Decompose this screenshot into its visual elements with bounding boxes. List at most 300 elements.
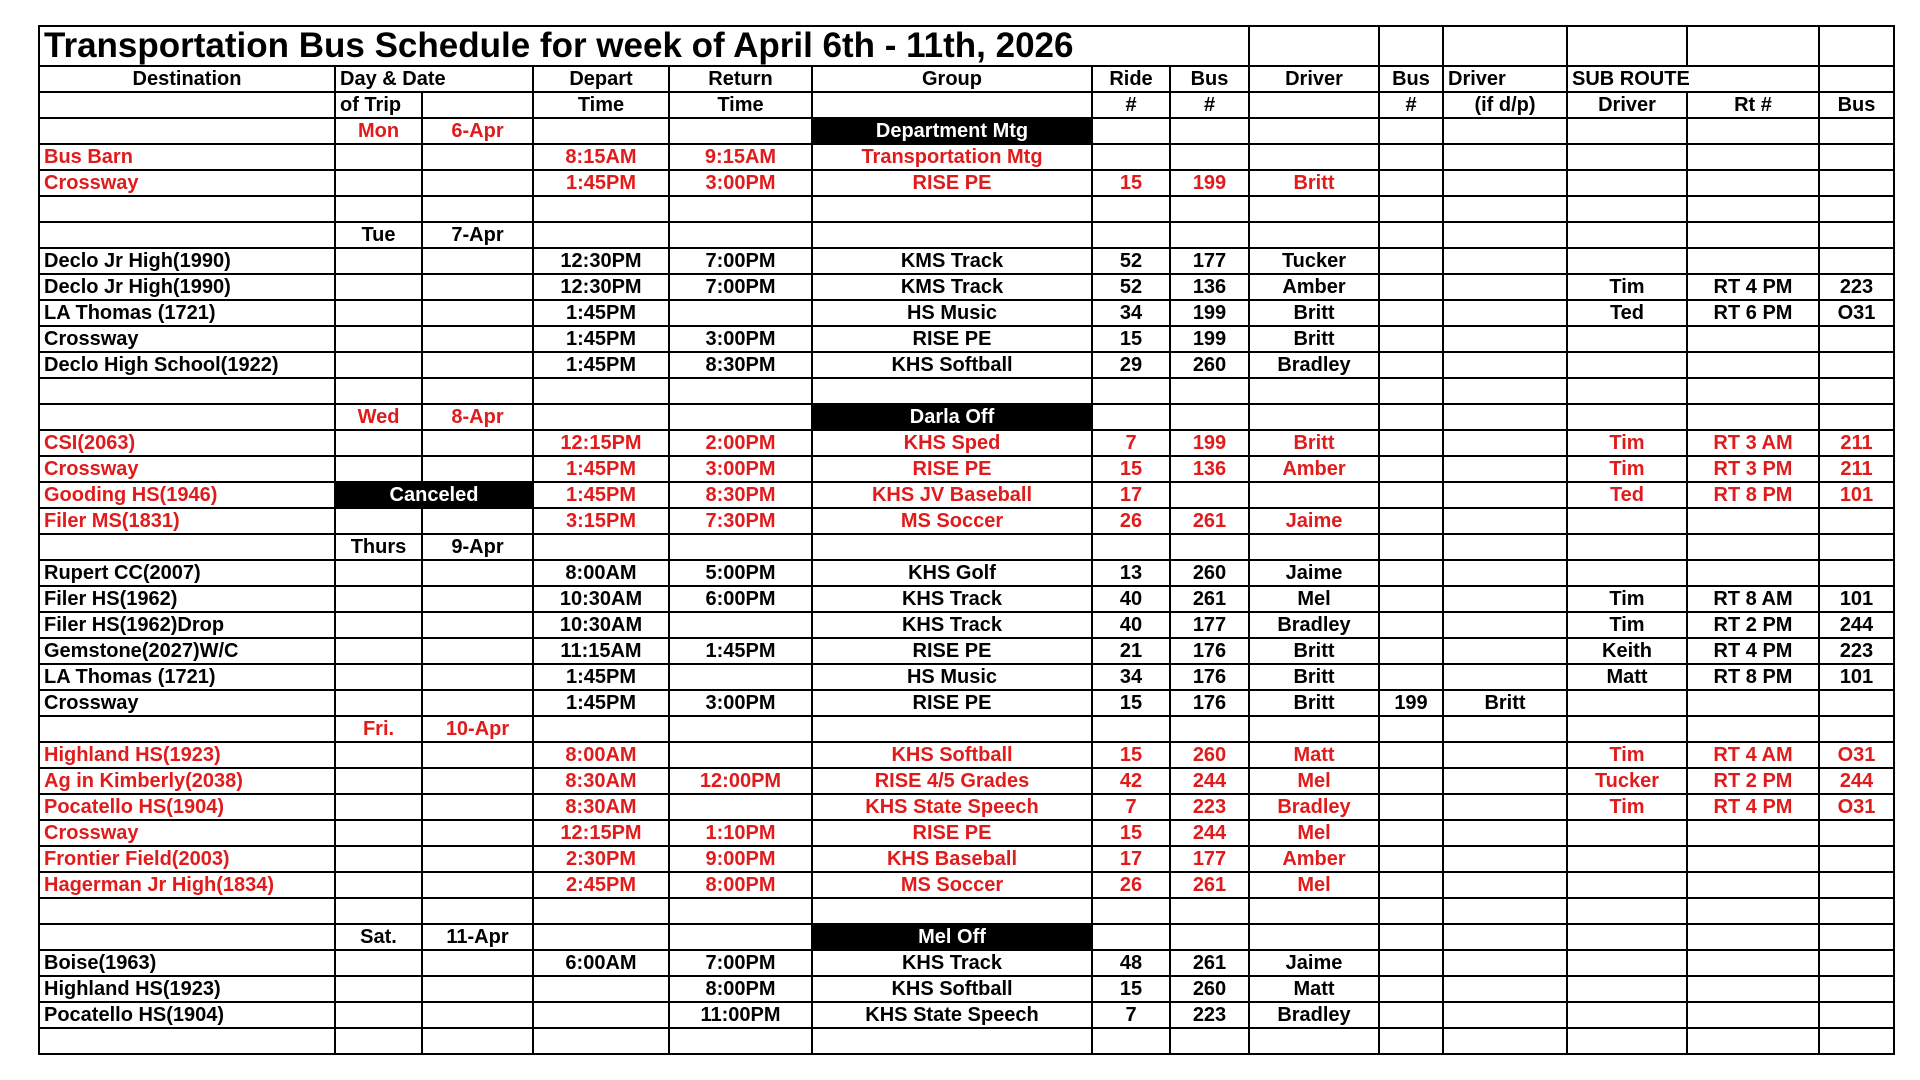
sub-route-cell: RT 2 PM [1687,768,1819,794]
return-time-cell [669,794,812,820]
return-time-cell: 12:00PM [669,768,812,794]
sub-driver-cell [1567,144,1687,170]
driver-2-cell [1443,586,1567,612]
sub-route-cell: RT 4 PM [1687,274,1819,300]
ride-count-cell: 34 [1092,300,1170,326]
trip-row [39,300,1894,326]
day-note-cell [812,534,1092,560]
destination-cell: Highland HS(1923) [39,742,335,768]
driver-cell: Jaime [1249,950,1379,976]
sub-route-cell: RT 2 PM [1687,612,1819,638]
sub-driver-cell: Tim [1567,456,1687,482]
sub-route-cell: RT 3 AM [1687,430,1819,456]
trip-row [39,820,1894,846]
trip-row [39,170,1894,196]
bus-2-cell [1379,820,1443,846]
group-cell: KHS Sped [812,430,1092,456]
return-time-cell [669,664,812,690]
header-bus-2: Bus [1379,66,1443,92]
ride-count-cell: 40 [1092,586,1170,612]
header-driver-2-note: (if d/p) [1443,92,1567,118]
sub-route-cell: RT 4 PM [1687,794,1819,820]
bus-number-cell: 244 [1170,768,1249,794]
day-cell: Wed [335,404,422,430]
trip-row [39,742,1894,768]
bus-number-cell: 260 [1170,742,1249,768]
ride-count-cell: 15 [1092,326,1170,352]
bus-2-cell [1379,170,1443,196]
depart-time-cell: 3:15PM [533,508,669,534]
depart-time-cell: 11:15AM [533,638,669,664]
destination-cell: Bus Barn [39,144,335,170]
sub-route-cell: RT 8 AM [1687,586,1819,612]
group-cell: KHS Golf [812,560,1092,586]
sub-driver-cell [1567,690,1687,716]
driver-cell: Matt [1249,976,1379,1002]
bus-2-cell [1379,794,1443,820]
sub-bus-cell: 101 [1819,482,1894,508]
bus-2-cell [1379,300,1443,326]
sub-bus-cell [1819,144,1894,170]
driver-cell: Amber [1249,846,1379,872]
status-badge: Canceled [335,482,533,508]
sub-driver-cell: Tim [1567,430,1687,456]
day-header-row [39,924,1894,950]
bus-2-cell [1379,560,1443,586]
trip-row [39,612,1894,638]
day-note-cell: Department Mtg [812,118,1092,144]
day-header-row [39,716,1894,742]
return-time-cell: 9:00PM [669,846,812,872]
bus-number-cell: 177 [1170,846,1249,872]
destination-cell: Rupert CC(2007) [39,560,335,586]
day-cell: Thurs [335,534,422,560]
sub-route-cell [1687,560,1819,586]
day-note-cell [812,716,1092,742]
header-destination: Destination [39,66,335,92]
return-time-cell: 6:00PM [669,586,812,612]
sub-driver-cell: Tim [1567,742,1687,768]
trip-row [39,274,1894,300]
bus-number-cell: 260 [1170,976,1249,1002]
header-sub-bus: Bus [1819,92,1894,118]
group-cell: KHS Track [812,586,1092,612]
trip-row [39,950,1894,976]
trip-row [39,638,1894,664]
driver-cell: Mel [1249,768,1379,794]
group-cell: HS Music [812,664,1092,690]
sub-bus-cell: O31 [1819,742,1894,768]
sub-bus-cell [1819,326,1894,352]
ride-count-cell: 42 [1092,768,1170,794]
trip-row [39,976,1894,1002]
driver-2-cell [1443,950,1567,976]
sub-route-cell [1687,872,1819,898]
sub-driver-cell [1567,872,1687,898]
ride-count-cell: 7 [1092,430,1170,456]
header-depart-time: Time [533,92,669,118]
ride-count-cell: 29 [1092,352,1170,378]
group-cell: KHS State Speech [812,1002,1092,1028]
bus-number-cell: 260 [1170,560,1249,586]
bus-number-cell [1170,482,1249,508]
sub-route-cell: RT 8 PM [1687,482,1819,508]
destination-cell: Declo Jr High(1990) [39,274,335,300]
driver-2-cell: Britt [1443,690,1567,716]
sub-route-cell [1687,950,1819,976]
return-time-cell [669,742,812,768]
trip-row [39,456,1894,482]
sub-driver-cell: Tim [1567,794,1687,820]
sub-route-cell [1687,820,1819,846]
header-ride: Ride [1092,66,1170,92]
ride-count-cell: 26 [1092,508,1170,534]
bus-number-cell: 260 [1170,352,1249,378]
destination-cell: Crossway [39,690,335,716]
destination-cell: Crossway [39,456,335,482]
sub-driver-cell [1567,976,1687,1002]
destination-cell: Gooding HS(1946) [39,482,335,508]
bus-number-cell: 261 [1170,950,1249,976]
return-time-cell: 7:00PM [669,950,812,976]
group-cell: RISE PE [812,820,1092,846]
destination-cell: Highland HS(1923) [39,976,335,1002]
driver-2-cell [1443,1002,1567,1028]
sub-route-cell [1687,690,1819,716]
trip-row [39,794,1894,820]
return-time-cell: 7:00PM [669,248,812,274]
sub-bus-cell [1819,950,1894,976]
sub-bus-cell [1819,976,1894,1002]
bus-number-cell: 223 [1170,1002,1249,1028]
sub-bus-cell: O31 [1819,300,1894,326]
destination-cell: LA Thomas (1721) [39,300,335,326]
depart-time-cell: 10:30AM [533,612,669,638]
driver-cell: Britt [1249,638,1379,664]
sub-bus-cell: 223 [1819,274,1894,300]
sub-driver-cell [1567,326,1687,352]
bus-schedule-sheet [38,25,1893,1055]
destination-cell: Crossway [39,170,335,196]
header-sub-driver: Driver [1567,92,1687,118]
header-driver-2: Driver [1443,66,1567,92]
depart-time-cell: 12:30PM [533,248,669,274]
sub-bus-cell: 211 [1819,430,1894,456]
sub-route-cell: RT 3 PM [1687,456,1819,482]
destination-cell: Crossway [39,326,335,352]
bus-2-cell [1379,768,1443,794]
driver-2-cell [1443,300,1567,326]
return-time-cell: 1:10PM [669,820,812,846]
bus-number-cell: 223 [1170,794,1249,820]
bus-number-cell: 261 [1170,872,1249,898]
return-time-cell [669,612,812,638]
sub-route-cell [1687,248,1819,274]
trip-row [39,144,1894,170]
sub-route-cell [1687,976,1819,1002]
day-cell: Fri. [335,716,422,742]
driver-2-cell [1443,430,1567,456]
ride-count-cell: 15 [1092,690,1170,716]
sub-bus-cell: 244 [1819,768,1894,794]
destination-cell: Boise(1963) [39,950,335,976]
driver-2-cell [1443,144,1567,170]
bus-number-cell: 176 [1170,664,1249,690]
return-time-cell: 3:00PM [669,170,812,196]
bus-2-cell [1379,664,1443,690]
day-header-row [39,534,1894,560]
sub-driver-cell [1567,1002,1687,1028]
header-sub-route: SUB ROUTE [1567,66,1819,92]
bus-2-cell [1379,274,1443,300]
trip-row [39,508,1894,534]
depart-time-cell: 1:45PM [533,326,669,352]
return-time-cell: 7:30PM [669,508,812,534]
ride-count-cell: 52 [1092,248,1170,274]
bus-2-cell [1379,248,1443,274]
group-cell: Transportation Mtg [812,144,1092,170]
group-cell: RISE 4/5 Grades [812,768,1092,794]
sub-bus-cell [1819,170,1894,196]
sub-bus-cell: 211 [1819,456,1894,482]
driver-cell: Jaime [1249,508,1379,534]
trip-row [39,846,1894,872]
blank-row [39,378,1894,404]
bus-2-cell [1379,976,1443,1002]
day-note-cell: Darla Off [812,404,1092,430]
ride-count-cell: 15 [1092,742,1170,768]
destination-cell: Filer MS(1831) [39,508,335,534]
ride-count-cell: 15 [1092,170,1170,196]
ride-count-cell: 15 [1092,456,1170,482]
return-time-cell: 3:00PM [669,456,812,482]
sub-driver-cell [1567,846,1687,872]
destination-cell: Frontier Field(2003) [39,846,335,872]
group-cell: RISE PE [812,638,1092,664]
ride-count-cell: 17 [1092,482,1170,508]
return-time-cell [669,300,812,326]
date-cell: 8-Apr [422,404,533,430]
destination-cell: Ag in Kimberly(2038) [39,768,335,794]
depart-time-cell: 1:45PM [533,300,669,326]
bus-number-cell: 261 [1170,586,1249,612]
destination-cell: Pocatello HS(1904) [39,794,335,820]
return-time-cell: 1:45PM [669,638,812,664]
trip-row [39,430,1894,456]
sub-route-cell [1687,846,1819,872]
driver-2-cell [1443,508,1567,534]
ride-count-cell: 15 [1092,820,1170,846]
return-time-cell: 3:00PM [669,326,812,352]
sub-bus-cell [1819,508,1894,534]
return-time-cell: 7:00PM [669,274,812,300]
trip-row [39,1002,1894,1028]
return-time-cell: 2:00PM [669,430,812,456]
group-cell: KHS Softball [812,976,1092,1002]
return-time-cell: 8:00PM [669,976,812,1002]
header-bus: Bus [1170,66,1249,92]
day-header-row [39,118,1894,144]
return-time-cell: 11:00PM [669,1002,812,1028]
sub-bus-cell: 244 [1819,612,1894,638]
bus-2-cell [1379,586,1443,612]
ride-count-cell [1092,144,1170,170]
return-time-cell: 9:15AM [669,144,812,170]
sub-driver-cell [1567,170,1687,196]
driver-2-cell [1443,612,1567,638]
date-cell: 10-Apr [422,716,533,742]
header-sub-rt: Rt # [1687,92,1819,118]
destination-cell: CSI(2063) [39,430,335,456]
driver-2-cell [1443,976,1567,1002]
return-time-cell: 8:30PM [669,352,812,378]
bus-2-cell [1379,456,1443,482]
date-cell: 6-Apr [422,118,533,144]
group-cell: KHS Softball [812,352,1092,378]
driver-2-cell [1443,456,1567,482]
group-cell: HS Music [812,300,1092,326]
sub-driver-cell [1567,950,1687,976]
driver-2-cell [1443,794,1567,820]
group-cell: RISE PE [812,690,1092,716]
depart-time-cell: 12:15PM [533,430,669,456]
trip-row [39,586,1894,612]
bus-2-cell [1379,638,1443,664]
driver-cell: Tucker [1249,248,1379,274]
depart-time-cell: 2:30PM [533,846,669,872]
bus-2-cell [1379,326,1443,352]
ride-count-cell: 21 [1092,638,1170,664]
header-ride-number: # [1092,92,1170,118]
day-header-row [39,404,1894,430]
blank-row [39,1028,1894,1054]
depart-time-cell: 12:30PM [533,274,669,300]
ride-count-cell: 52 [1092,274,1170,300]
group-cell: RISE PE [812,326,1092,352]
depart-time-cell: 1:45PM [533,352,669,378]
sub-driver-cell [1567,820,1687,846]
bus-number-cell: 176 [1170,690,1249,716]
destination-cell: Hagerman Jr High(1834) [39,872,335,898]
driver-cell: Mel [1249,586,1379,612]
driver-cell: Britt [1249,664,1379,690]
depart-time-cell: 2:45PM [533,872,669,898]
driver-2-cell [1443,846,1567,872]
driver-cell: Britt [1249,690,1379,716]
sub-route-cell [1687,170,1819,196]
group-cell: RISE PE [812,456,1092,482]
driver-cell: Britt [1249,430,1379,456]
driver-2-cell [1443,170,1567,196]
driver-2-cell [1443,638,1567,664]
sub-bus-cell [1819,872,1894,898]
return-time-cell: 8:30PM [669,482,812,508]
driver-2-cell [1443,742,1567,768]
header-group: Group [812,66,1092,92]
driver-2-cell [1443,248,1567,274]
driver-cell: Britt [1249,170,1379,196]
driver-cell: Matt [1249,742,1379,768]
group-cell: KMS Track [812,274,1092,300]
sub-route-cell [1687,1002,1819,1028]
group-cell: KHS Track [812,612,1092,638]
day-note-cell: Mel Off [812,924,1092,950]
bus-2-cell [1379,482,1443,508]
sub-route-cell: RT 4 PM [1687,638,1819,664]
sub-driver-cell [1567,560,1687,586]
sub-bus-cell [1819,352,1894,378]
date-cell: 9-Apr [422,534,533,560]
sub-driver-cell: Ted [1567,482,1687,508]
sub-driver-cell: Tim [1567,612,1687,638]
sub-route-cell: RT 8 PM [1687,664,1819,690]
day-cell: Tue [335,222,422,248]
depart-time-cell: 1:45PM [533,482,669,508]
header-return: Return [669,66,812,92]
sub-driver-cell: Tim [1567,586,1687,612]
depart-time-cell: 1:45PM [533,456,669,482]
depart-time-cell: 8:30AM [533,768,669,794]
sub-driver-cell: Tim [1567,274,1687,300]
trip-row [39,664,1894,690]
day-note-cell [812,222,1092,248]
sub-driver-cell [1567,248,1687,274]
trip-row [39,768,1894,794]
bus-number-cell: 199 [1170,430,1249,456]
depart-time-cell: 8:00AM [533,560,669,586]
depart-time-cell: 1:45PM [533,170,669,196]
driver-cell: Bradley [1249,794,1379,820]
schedule-title: Transportation Bus Schedule for week of April 6th - 11th, 2026 [39,26,1249,66]
ride-count-cell: 34 [1092,664,1170,690]
driver-2-cell [1443,872,1567,898]
bus-2-cell [1379,612,1443,638]
sub-driver-cell: Keith [1567,638,1687,664]
driver-cell [1249,144,1379,170]
driver-2-cell [1443,326,1567,352]
bus-number-cell: 244 [1170,820,1249,846]
bus-2-cell [1379,846,1443,872]
sub-bus-cell [1819,248,1894,274]
bus-2-cell: 199 [1379,690,1443,716]
bus-2-cell [1379,430,1443,456]
sub-driver-cell: Tucker [1567,768,1687,794]
header-day-date: Day & Date [335,66,533,92]
driver-cell: Amber [1249,274,1379,300]
sub-driver-cell [1567,352,1687,378]
bus-number-cell: 199 [1170,170,1249,196]
sub-bus-cell [1819,690,1894,716]
driver-cell: Bradley [1249,352,1379,378]
depart-time-cell: 1:45PM [533,690,669,716]
return-time-cell: 5:00PM [669,560,812,586]
sub-bus-cell: 101 [1819,586,1894,612]
driver-cell: Britt [1249,300,1379,326]
driver-2-cell [1443,560,1567,586]
bus-number-cell: 176 [1170,638,1249,664]
header-of-trip: of Trip [335,92,422,118]
sub-route-cell: RT 4 AM [1687,742,1819,768]
driver-cell: Bradley [1249,1002,1379,1028]
bus-number-cell: 177 [1170,248,1249,274]
depart-time-cell: 6:00AM [533,950,669,976]
ride-count-cell: 13 [1092,560,1170,586]
ride-count-cell: 40 [1092,612,1170,638]
group-cell: RISE PE [812,170,1092,196]
header-bus-2-number: # [1379,92,1443,118]
bus-2-cell [1379,950,1443,976]
trip-row [39,560,1894,586]
